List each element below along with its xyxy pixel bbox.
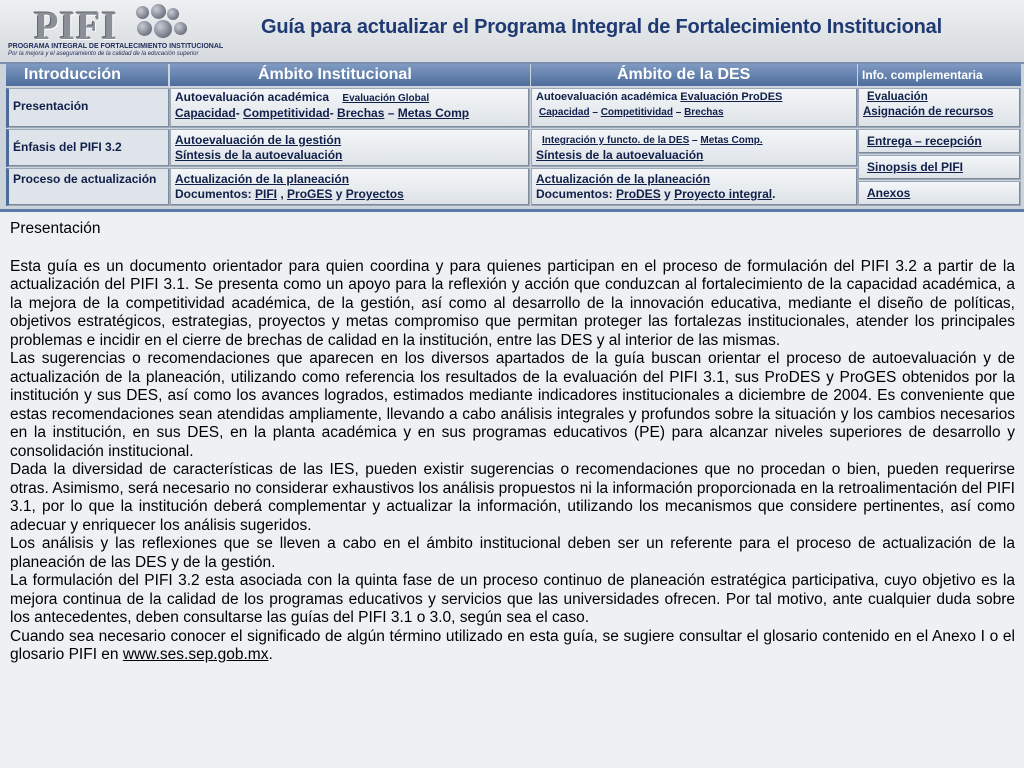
des-autoevaluacion-academica: Autoevaluación académica Evaluación ProDES Capacidad – Competitividad – Brechas (531, 88, 858, 128)
info-anexos[interactable] (858, 181, 1021, 206)
des-capacidad-link[interactable]: Capacidad (539, 107, 590, 118)
des-competitividad-link[interactable]: Competitividad (600, 107, 673, 118)
nav-proceso-actualizacion[interactable] (6, 168, 170, 206)
content-text (10, 220, 1015, 665)
paragraph: Las sugerencias o recomendaciones que aparecen en los diversos apartados de la guía buscan orientar el proceso de autoevaluación y de actualización de la planeación, utilizando como referencia los resultados de la evaluación del PIFI 3.1, sus ProDES y ProGES obtenidos por la institución y sus DES, así como los avances logrados, estimados mediante indicadores institucionales a diciembre de 2004. Es conveniente que estas recomendaciones sean atendidas ampliamente, llevando a cabo análisis integrales y profundos sobre la situación y los cambios necesarios en la institución, en sus DES, en la planta académica y en sus programas educativos (PE) para alcanzar niveles superiores de desarrollo y consolidación institucional. (10, 350, 1015, 460)
section-title: Ámbito Institucional (258, 66, 412, 83)
des-evaluacion-prodes-link[interactable]: Evaluación ProDES (680, 91, 783, 103)
inst-evaluacion-global-link[interactable]: Evaluación Global (342, 93, 430, 104)
page-header (0, 0, 1024, 62)
navigation-grid (0, 62, 1024, 212)
logo-dot (137, 21, 152, 36)
des-actualizacion-planeacion (531, 168, 858, 206)
logo-dot (151, 4, 166, 19)
section-header-ambito-institucional (170, 64, 530, 86)
inst-proyectos-link[interactable]: Proyectos (345, 187, 404, 201)
inst-autoevaluacion-gestion (170, 129, 530, 167)
inst-y-label: y (335, 187, 343, 201)
des-prodes-link[interactable]: ProDES (616, 187, 661, 201)
logo-wordmark: PIFI (34, 3, 118, 48)
des-brechas-link[interactable]: Brechas (684, 107, 724, 118)
inst-brechas-link[interactable]: Brechas (337, 106, 385, 120)
des-sintesis-link[interactable]: Síntesis de la autoevaluación (536, 148, 704, 162)
des-metas-link[interactable]: Metas Comp. (700, 135, 763, 146)
nav-enfasis-label: Énfasis del PIFI 3.2 (13, 140, 122, 154)
content-heading: Presentación (10, 220, 101, 237)
page-title: Guía para actualizar el Programa Integral de Fortalecimiento Institucional (261, 16, 942, 38)
nav-presentacion[interactable] (6, 88, 170, 128)
info-anexos-link[interactable]: Anexos (867, 186, 911, 200)
paragraph-end: . (268, 646, 273, 663)
logo-dot (136, 6, 149, 19)
info-asignacion-link[interactable]: Asignación de recursos (863, 106, 994, 118)
section-header-ambito-des (531, 64, 857, 86)
inst-pifi-link[interactable]: PIFI (255, 187, 278, 201)
info-sinopsis[interactable] (858, 155, 1021, 180)
paragraph (10, 628, 1015, 665)
info-entrega-recepcion[interactable] (858, 129, 1021, 154)
paragraph-text: Cuando sea necesario conocer el significado de algún término utilizado en esta guía, se sugiere consultar el glosario contenido en el Anexo I o el glosario PIFI en (10, 627, 1015, 663)
section-title: Info. complementaria (862, 68, 983, 82)
des-period: . (772, 187, 776, 201)
section-header-introduccion (6, 64, 168, 86)
inst-proges-link[interactable]: ProGES (287, 187, 333, 201)
info-entrega-link[interactable]: Entrega – recepción (867, 134, 982, 148)
section-header-info-complementaria (858, 64, 1021, 86)
des-actualizacion-link[interactable]: Actualización de la planeación (536, 172, 711, 186)
inst-metas-link[interactable]: Metas Comp (397, 106, 470, 120)
info-evaluacion (858, 88, 1021, 128)
inst-sintesis-link[interactable]: Síntesis de la autoevaluación (175, 148, 343, 162)
nav-proceso-label: Proceso de actualización (13, 172, 157, 186)
paragraph: La formulación del PIFI 3.2 esta asociada con la quinta fase de un proceso continuo de planeación estratégica participativa, cuyo objetivo es la mejora continua de la calidad de los programas educativos y servicios que las universidades ofrecen. Por tal motivo, ante cualquier duda sobre los antecedentes, deben consultarse las guías del PIFI 3.1 o 3.0, según sea el caso. (10, 572, 1015, 626)
section-title: Ámbito de la DES (617, 66, 751, 83)
inst-gestion-link[interactable]: Autoevaluación de la gestión (175, 133, 342, 147)
des-autoeval-title: Autoevaluación académica (536, 91, 678, 103)
paragraph: Los análisis y las reflexiones que se lleven a cabo en el ámbito institucional deben ser un referente para el proceso de actualización de la planeación de las DES y de la gestión. (10, 535, 1015, 571)
inst-competitividad-link[interactable]: Competitividad (243, 106, 330, 120)
inst-autoevaluacion-academica: Autoevaluación académica Evaluación Global Capacidad- Competitividad- Brechas – Metas Comp (170, 88, 530, 128)
logo-dot (167, 8, 179, 20)
section-title: Introducción (24, 66, 121, 83)
inst-actualizacion-planeacion: Actualización de la planeación Documentos: PIFI , ProGES y Proyectos (170, 168, 530, 206)
des-documentos-label: Documentos: (536, 187, 613, 201)
inst-autoeval-title: Autoevaluación académica (175, 90, 330, 104)
info-evaluacion-link[interactable]: Evaluación (867, 91, 928, 103)
info-sinopsis-link[interactable]: Sinopsis del PIFI (867, 160, 964, 174)
logo-tagline: Por la mejora y el aseguramiento de la calidad de la educación superior (8, 51, 199, 57)
content-area (0, 212, 1024, 768)
inst-actualizacion-link[interactable]: Actualización de la planeación (175, 172, 350, 186)
paragraph: Dada la diversidad de características de las IES, pueden existir sugerencias o recomendaciones que no procedan o bien, pueden requerirse otras. Asimismo, será necesario no considerar exhaustivos los análisis propuestos ni la información proporcionada en la retroalimentación del PIFI 3.1, por lo que la institución deberá complementar y actualizar la información, utilizando los mecanismos que considere pertinentes, así como adecuar y enriquecer los análisis sugeridos. (10, 461, 1015, 534)
des-integracion-link[interactable]: Integración y functo. de la DES (542, 135, 690, 146)
des-y-label: y (664, 187, 671, 201)
des-proyecto-integral-link[interactable]: Proyecto integral (674, 187, 773, 201)
logo-dot (154, 20, 172, 38)
ses-website-link[interactable]: www.ses.sep.gob.mx (122, 646, 269, 663)
inst-capacidad-link[interactable]: Capacidad (175, 106, 236, 120)
pifi-logo (4, 0, 224, 60)
logo-dot (174, 22, 187, 35)
nav-presentacion-label: Presentación (13, 99, 89, 113)
logo-subtitle: PROGRAMA INTEGRAL DE FORTALECIMIENTO INSTITUCIONAL (8, 43, 224, 50)
inst-documentos-label: Documentos: (175, 187, 252, 201)
paragraph: Esta guía es un documento orientador para quien coordina y para quienes participan en el proceso de formulación del PIFI 3.2 a partir de la actualización del PIFI 3.1. Se presenta como un apoyo para la reflexión y acción que conduzcan al fortalecimiento de la capacidad académica, a la mejora de la competitividad académica, de la gestión, así como al desarrollo de la innovación educativa, mediante el diseño de políticas, objetivos estratégicos, estrategias, proyectos y metas compromiso que permitan proteger las fortalezas institucionales, atender los principales problemas e incidir en el cierre de brechas de calidad en la institución, entre las DES y al interior de las mismas. (10, 257, 1015, 349)
des-integracion: Integración y functo. de la DES – Metas Comp. Síntesis de la autoevaluación (531, 129, 858, 167)
nav-enfasis[interactable] (6, 129, 170, 167)
